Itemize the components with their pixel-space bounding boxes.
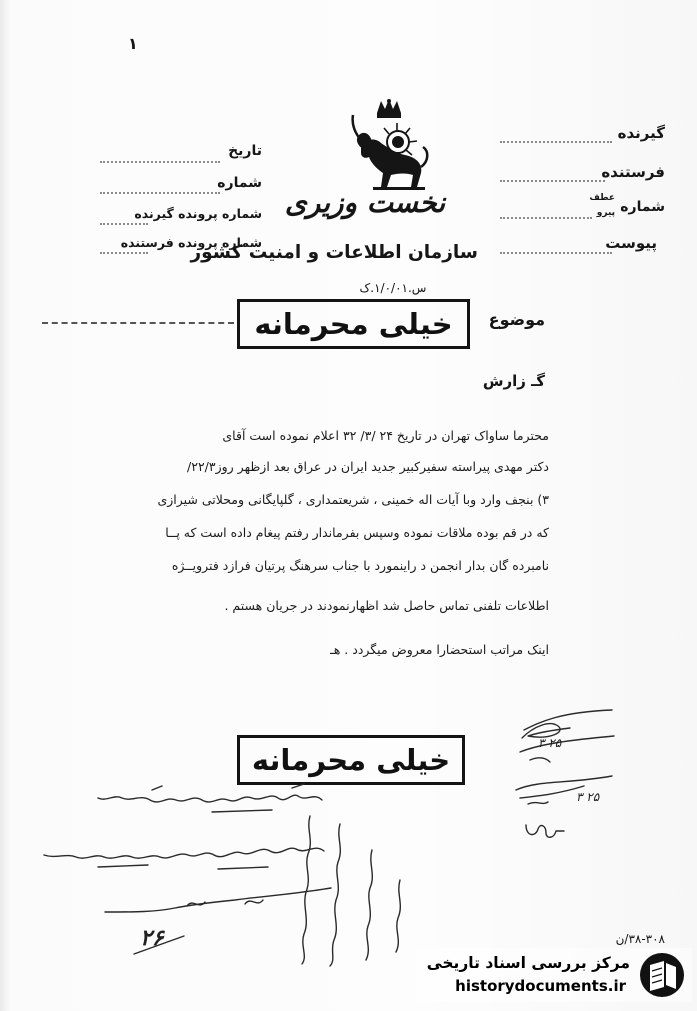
body-line: اطلاعات تلفنی تماس حاصل شد اظهارنمودند در جریان هستم .: [224, 598, 549, 613]
handwritten-page-number: ۲۶: [140, 926, 164, 951]
confidential-stamp-top: خیلی محرمانه: [237, 299, 470, 349]
subject-dashed-line: [42, 322, 234, 324]
handwritten-diagonal-note: [280, 810, 430, 970]
receiver-dotted-line: [500, 141, 612, 143]
watermark-organization: مرکز بررسی اسناد تاریخی: [426, 954, 630, 972]
body-line: محترما ساواک تهران در تاریخ ۲۴ /۳/ ۳۲ اعلام نموده است آقای: [222, 428, 549, 443]
sender-file-dotted-line: [100, 252, 148, 254]
sender-file-number-label: شماره پرونده فرستنده: [120, 235, 262, 250]
date-dotted-line: [100, 161, 220, 163]
sender-dotted-line: [500, 180, 605, 182]
organization-title: سازمان اطلاعات و امنیت کشور: [190, 242, 478, 263]
body-line: ۳) بنجف وارد وبا آیات اله خمینی ، شریعتمداری ، گلپایگانی ومحلاتی شیرازی: [157, 492, 549, 507]
watermark-site: historydocuments.ir: [455, 977, 626, 995]
lion-and-sun-emblem: [343, 97, 431, 193]
number-dotted-line: [500, 217, 592, 219]
signature-1: [510, 700, 620, 770]
receiver-file-dotted-line: [100, 223, 148, 225]
body-line: که در قم بوده ملاقات نموده وسپس بفرماندار رفتم پیغام داده است که پــا: [165, 525, 549, 540]
page-mark: ۱: [128, 34, 138, 53]
page-number-strike: [130, 928, 190, 958]
number-left-dotted-line: [100, 192, 220, 194]
handwritten-date-2: ۲۵ ۳: [576, 790, 600, 804]
report-heading: گـ زارش: [482, 372, 545, 390]
date-label: تاریخ: [228, 143, 262, 159]
archive-logo-icon: [638, 951, 686, 999]
handwritten-mark: [520, 815, 570, 845]
number-label: شماره: [620, 199, 665, 215]
sender-label: فرستنده: [601, 163, 665, 181]
attachment-dotted-line: [500, 252, 612, 254]
number-follow-label: پیرو: [596, 208, 615, 218]
receiver-file-number-label: شماره پرونده گیرنده: [134, 206, 262, 221]
receiver-label: گیرنده: [617, 124, 665, 142]
reference-number: س.۱/۰/۰۱.ک: [359, 281, 427, 295]
handwritten-date-1: ۲۵ ۳: [538, 736, 562, 750]
subject-label: موضوع: [488, 310, 545, 329]
archive-watermark: [416, 948, 692, 1002]
signature-2: [508, 772, 618, 817]
body-line: نامبرده گان بدار انجمن د راینمورد با جناب سرهنگ پرتیان فرازد فترویــژه: [171, 558, 549, 573]
attachment-label: پیوست: [605, 234, 657, 252]
number-ref-label: عطف: [589, 193, 615, 203]
ministry-title: نخست وزیری: [284, 186, 446, 219]
body-line: دکتر مهدی پیراسته سفیرکبیر جدید ایران در عراق بعد ازظهر روز۲۲/۳/: [187, 459, 549, 474]
confidential-stamp-bottom: خیلی محرمانه: [237, 735, 465, 785]
body-line: اینک مراتب استحضارا معروض میگردد . هـ: [330, 642, 549, 657]
number-left-label: شماره: [217, 175, 262, 191]
file-number: ۳۸-۳۰۸/ن: [615, 932, 665, 946]
